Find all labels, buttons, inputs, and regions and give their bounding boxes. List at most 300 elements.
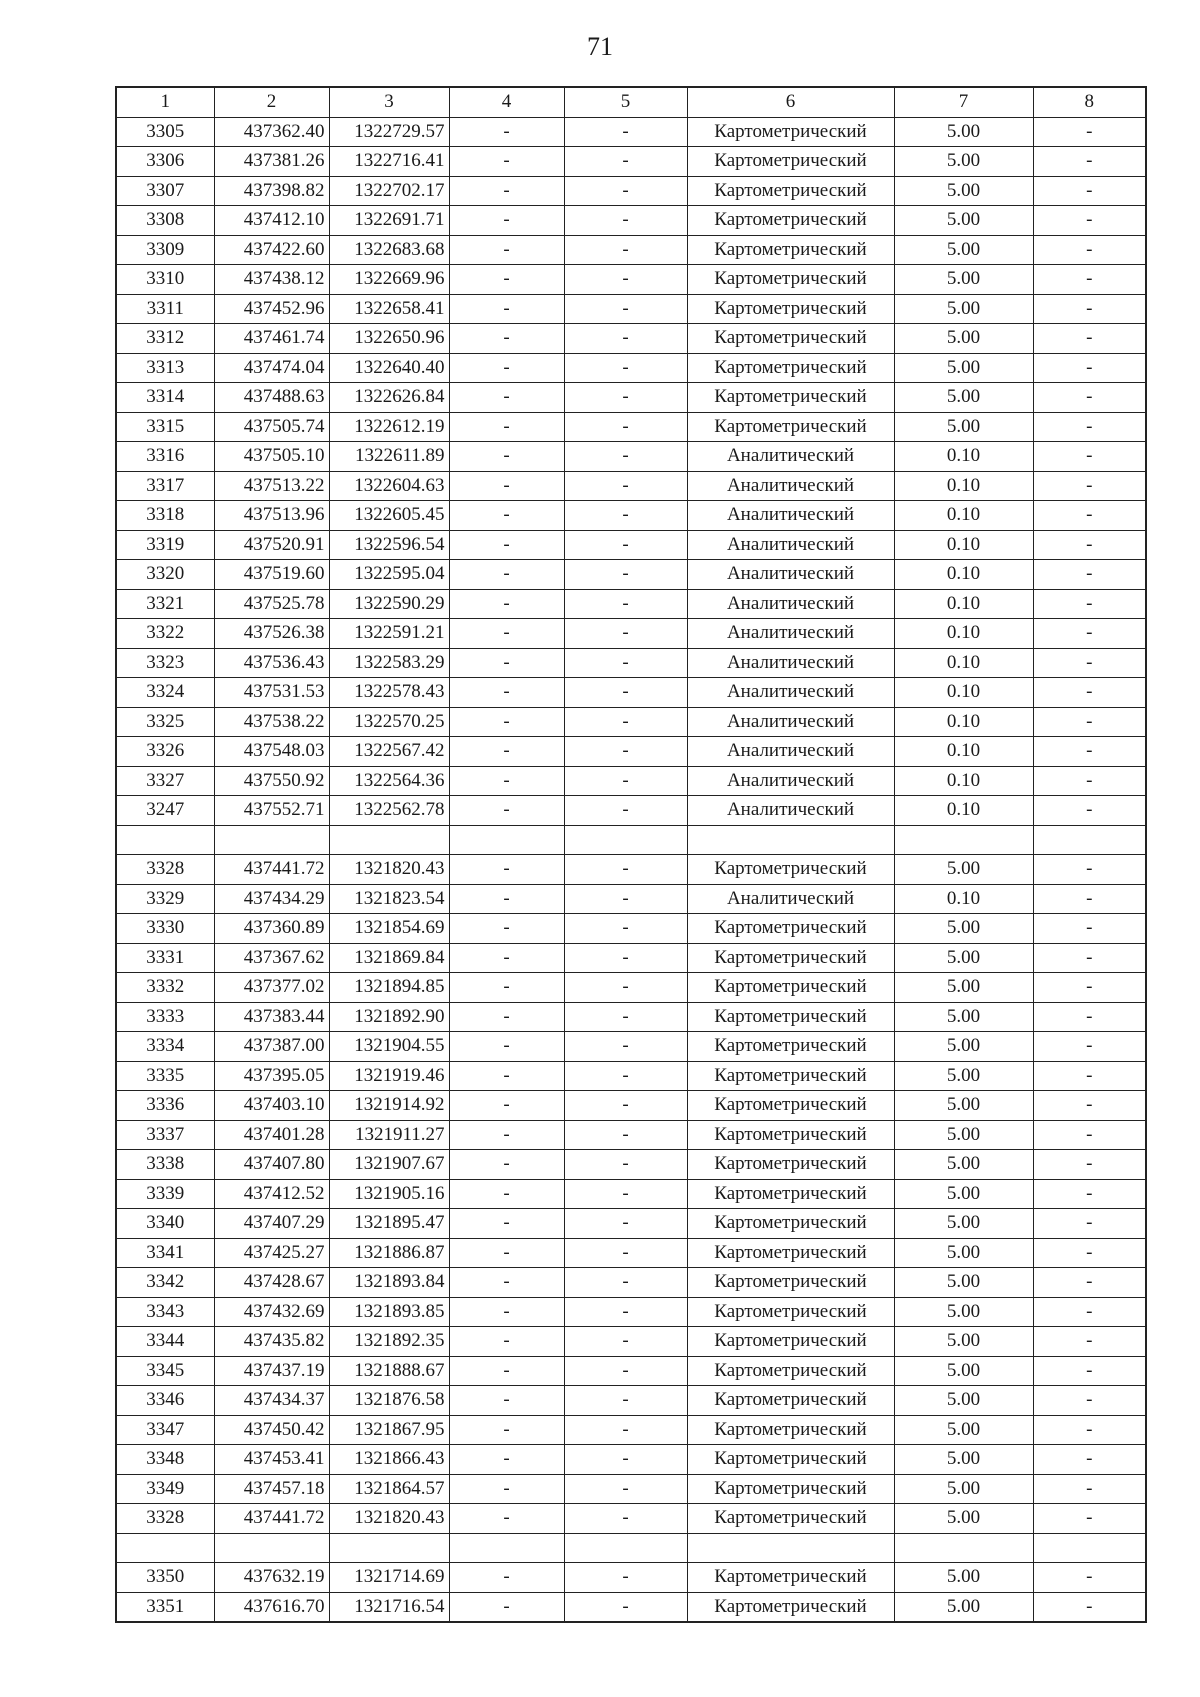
table-row bbox=[116, 589, 1146, 619]
cell-method: Картометрический bbox=[687, 1091, 894, 1121]
cell-method bbox=[687, 1533, 894, 1563]
cell-y-coordinate: 1322658.41 bbox=[329, 294, 449, 324]
cell-method: Аналитический bbox=[687, 442, 894, 472]
cell-column-8: - bbox=[1033, 265, 1146, 295]
cell-y-coordinate: 1322590.29 bbox=[329, 589, 449, 619]
cell-point-number: 3309 bbox=[116, 235, 214, 265]
table-row bbox=[116, 471, 1146, 501]
cell-y-coordinate: 1322611.89 bbox=[329, 442, 449, 472]
cell-column-8: - bbox=[1033, 1120, 1146, 1150]
page-number: 71 bbox=[587, 32, 613, 61]
cell-accuracy: 5.00 bbox=[894, 117, 1033, 147]
cell-column-8: - bbox=[1033, 442, 1146, 472]
cell-column-8: - bbox=[1033, 1238, 1146, 1268]
cell-point-number: 3328 bbox=[116, 855, 214, 885]
table-row bbox=[116, 796, 1146, 826]
cell-column-8: - bbox=[1033, 1356, 1146, 1386]
cell-column-4: - bbox=[449, 1415, 564, 1445]
cell-method: Аналитический bbox=[687, 707, 894, 737]
cell-method: Картометрический bbox=[687, 1415, 894, 1445]
cell-accuracy: 0.10 bbox=[894, 530, 1033, 560]
cell-column-8: - bbox=[1033, 501, 1146, 531]
table-row bbox=[116, 914, 1146, 944]
cell-column-8: - bbox=[1033, 1504, 1146, 1534]
cell-column-4 bbox=[449, 825, 564, 855]
cell-column-8: - bbox=[1033, 353, 1146, 383]
cell-column-8: - bbox=[1033, 1445, 1146, 1475]
cell-x-coordinate: 437550.92 bbox=[214, 766, 329, 796]
cell-method: Аналитический bbox=[687, 471, 894, 501]
cell-method: Аналитический bbox=[687, 530, 894, 560]
cell-y-coordinate: 1321820.43 bbox=[329, 855, 449, 885]
cell-y-coordinate: 1321907.67 bbox=[329, 1150, 449, 1180]
cell-x-coordinate: 437548.03 bbox=[214, 737, 329, 767]
cell-y-coordinate: 1322567.42 bbox=[329, 737, 449, 767]
cell-accuracy: 5.00 bbox=[894, 412, 1033, 442]
cell-y-coordinate: 1322562.78 bbox=[329, 796, 449, 826]
cell-method: Картометрический bbox=[687, 265, 894, 295]
cell-column-5: - bbox=[564, 707, 687, 737]
cell-column-8: - bbox=[1033, 1150, 1146, 1180]
cell-point-number: 3337 bbox=[116, 1120, 214, 1150]
cell-column-8: - bbox=[1033, 1209, 1146, 1239]
cell-accuracy: 0.10 bbox=[894, 619, 1033, 649]
cell-accuracy: 5.00 bbox=[894, 943, 1033, 973]
cell-x-coordinate: 437536.43 bbox=[214, 648, 329, 678]
cell-column-4: - bbox=[449, 707, 564, 737]
cell-accuracy: 0.10 bbox=[894, 501, 1033, 531]
cell-column-8: - bbox=[1033, 855, 1146, 885]
cell-method: Картометрический bbox=[687, 1504, 894, 1534]
cell-accuracy: 5.00 bbox=[894, 1091, 1033, 1121]
cell-column-5: - bbox=[564, 1415, 687, 1445]
cell-column-8: - bbox=[1033, 766, 1146, 796]
cell-y-coordinate: 1321714.69 bbox=[329, 1563, 449, 1593]
cell-y-coordinate bbox=[329, 1533, 449, 1563]
cell-y-coordinate: 1322702.17 bbox=[329, 176, 449, 206]
cell-point-number: 3305 bbox=[116, 117, 214, 147]
cell-column-5: - bbox=[564, 1061, 687, 1091]
cell-column-4: - bbox=[449, 855, 564, 885]
table-row bbox=[116, 1386, 1146, 1416]
cell-y-coordinate: 1322683.68 bbox=[329, 235, 449, 265]
cell-x-coordinate: 437360.89 bbox=[214, 914, 329, 944]
cell-column-4: - bbox=[449, 1445, 564, 1475]
table-row bbox=[116, 1238, 1146, 1268]
cell-column-5: - bbox=[564, 176, 687, 206]
table-row bbox=[116, 560, 1146, 590]
cell-y-coordinate: 1322691.71 bbox=[329, 206, 449, 236]
cell-point-number: 3338 bbox=[116, 1150, 214, 1180]
cell-column-4: - bbox=[449, 530, 564, 560]
cell-y-coordinate: 1321876.58 bbox=[329, 1386, 449, 1416]
cell-column-5: - bbox=[564, 973, 687, 1003]
cell-y-coordinate: 1321823.54 bbox=[329, 884, 449, 914]
cell-column-4: - bbox=[449, 147, 564, 177]
cell-point-number: 3334 bbox=[116, 1032, 214, 1062]
table-row bbox=[116, 383, 1146, 413]
separator-row bbox=[116, 825, 1146, 855]
cell-y-coordinate: 1321867.95 bbox=[329, 1415, 449, 1445]
cell-method: Картометрический bbox=[687, 1327, 894, 1357]
cell-x-coordinate: 437437.19 bbox=[214, 1356, 329, 1386]
cell-column-5: - bbox=[564, 1592, 687, 1622]
cell-column-4: - bbox=[449, 973, 564, 1003]
cell-point-number: 3322 bbox=[116, 619, 214, 649]
cell-column-5: - bbox=[564, 1238, 687, 1268]
cell-x-coordinate: 437412.10 bbox=[214, 206, 329, 236]
cell-column-4: - bbox=[449, 117, 564, 147]
cell-y-coordinate: 1321894.85 bbox=[329, 973, 449, 1003]
cell-accuracy: 5.00 bbox=[894, 1268, 1033, 1298]
cell-y-coordinate: 1321904.55 bbox=[329, 1032, 449, 1062]
cell-point-number: 3315 bbox=[116, 412, 214, 442]
cell-method: Картометрический bbox=[687, 383, 894, 413]
cell-method: Картометрический bbox=[687, 1032, 894, 1062]
table-row bbox=[116, 353, 1146, 383]
table-row bbox=[116, 265, 1146, 295]
cell-method: Картометрический bbox=[687, 1150, 894, 1180]
cell-y-coordinate bbox=[329, 825, 449, 855]
cell-point-number: 3333 bbox=[116, 1002, 214, 1032]
cell-method: Аналитический bbox=[687, 766, 894, 796]
cell-method: Картометрический bbox=[687, 1120, 894, 1150]
cell-y-coordinate: 1322729.57 bbox=[329, 117, 449, 147]
cell-column-8: - bbox=[1033, 914, 1146, 944]
cell-column-8: - bbox=[1033, 530, 1146, 560]
cell-accuracy: 5.00 bbox=[894, 914, 1033, 944]
cell-method: Картометрический bbox=[687, 206, 894, 236]
cell-x-coordinate: 437438.12 bbox=[214, 265, 329, 295]
cell-y-coordinate: 1322583.29 bbox=[329, 648, 449, 678]
cell-accuracy: 0.10 bbox=[894, 766, 1033, 796]
cell-y-coordinate: 1321892.35 bbox=[329, 1327, 449, 1357]
cell-column-8: - bbox=[1033, 1563, 1146, 1593]
cell-point-number: 3320 bbox=[116, 560, 214, 590]
cell-column-4: - bbox=[449, 1474, 564, 1504]
cell-method: Аналитический bbox=[687, 501, 894, 531]
cell-accuracy: 0.10 bbox=[894, 707, 1033, 737]
cell-column-8: - bbox=[1033, 648, 1146, 678]
cell-point-number: 3327 bbox=[116, 766, 214, 796]
cell-point-number: 3343 bbox=[116, 1297, 214, 1327]
cell-accuracy: 0.10 bbox=[894, 442, 1033, 472]
cell-method: Картометрический bbox=[687, 1002, 894, 1032]
cell-column-8: - bbox=[1033, 383, 1146, 413]
cell-column-5: - bbox=[564, 501, 687, 531]
cell-point-number: 3311 bbox=[116, 294, 214, 324]
cell-accuracy: 5.00 bbox=[894, 1504, 1033, 1534]
cell-column-8: - bbox=[1033, 1032, 1146, 1062]
cell-column-4: - bbox=[449, 471, 564, 501]
cell-point-number: 3313 bbox=[116, 353, 214, 383]
cell-point-number: 3332 bbox=[116, 973, 214, 1003]
cell-column-5: - bbox=[564, 1474, 687, 1504]
cell-column-5: - bbox=[564, 1445, 687, 1475]
cell-accuracy: 5.00 bbox=[894, 1061, 1033, 1091]
cell-point-number: 3325 bbox=[116, 707, 214, 737]
cell-column-8: - bbox=[1033, 707, 1146, 737]
table-row bbox=[116, 235, 1146, 265]
cell-point-number: 3350 bbox=[116, 1563, 214, 1593]
cell-column-5: - bbox=[564, 1002, 687, 1032]
cell-column-5: - bbox=[564, 117, 687, 147]
cell-column-8: - bbox=[1033, 589, 1146, 619]
cell-column-8: - bbox=[1033, 737, 1146, 767]
cell-point-number: 3307 bbox=[116, 176, 214, 206]
cell-column-5: - bbox=[564, 1209, 687, 1239]
cell-x-coordinate: 437407.29 bbox=[214, 1209, 329, 1239]
cell-column-8 bbox=[1033, 825, 1146, 855]
cell-y-coordinate: 1321905.16 bbox=[329, 1179, 449, 1209]
cell-method: Картометрический bbox=[687, 324, 894, 354]
cell-accuracy: 5.00 bbox=[894, 1327, 1033, 1357]
coordinates-table bbox=[115, 86, 1147, 1623]
cell-x-coordinate: 437383.44 bbox=[214, 1002, 329, 1032]
table-row bbox=[116, 1327, 1146, 1357]
cell-column-8 bbox=[1033, 1533, 1146, 1563]
table-row bbox=[116, 884, 1146, 914]
cell-column-4: - bbox=[449, 235, 564, 265]
cell-column-4: - bbox=[449, 943, 564, 973]
column-header-8: 8 bbox=[1033, 87, 1146, 117]
cell-column-4: - bbox=[449, 501, 564, 531]
cell-column-4: - bbox=[449, 1061, 564, 1091]
table-row bbox=[116, 973, 1146, 1003]
cell-y-coordinate: 1322570.25 bbox=[329, 707, 449, 737]
cell-column-5: - bbox=[564, 796, 687, 826]
cell-accuracy: 5.00 bbox=[894, 1179, 1033, 1209]
table-row bbox=[116, 1297, 1146, 1327]
cell-x-coordinate: 437401.28 bbox=[214, 1120, 329, 1150]
cell-column-5 bbox=[564, 1533, 687, 1563]
cell-column-5: - bbox=[564, 1563, 687, 1593]
cell-method bbox=[687, 825, 894, 855]
cell-method: Картометрический bbox=[687, 235, 894, 265]
cell-x-coordinate: 437519.60 bbox=[214, 560, 329, 590]
cell-column-8: - bbox=[1033, 1474, 1146, 1504]
cell-y-coordinate: 1321886.87 bbox=[329, 1238, 449, 1268]
table-row bbox=[116, 176, 1146, 206]
cell-x-coordinate: 437362.40 bbox=[214, 117, 329, 147]
cell-point-number: 3324 bbox=[116, 678, 214, 708]
table-row bbox=[116, 1504, 1146, 1534]
column-header-6: 6 bbox=[687, 87, 894, 117]
cell-y-coordinate: 1321895.47 bbox=[329, 1209, 449, 1239]
cell-column-5: - bbox=[564, 589, 687, 619]
cell-method: Аналитический bbox=[687, 619, 894, 649]
table-row bbox=[116, 1209, 1146, 1239]
cell-x-coordinate: 437434.29 bbox=[214, 884, 329, 914]
cell-y-coordinate: 1321820.43 bbox=[329, 1504, 449, 1534]
cell-y-coordinate: 1321866.43 bbox=[329, 1445, 449, 1475]
cell-point-number: 3340 bbox=[116, 1209, 214, 1239]
cell-accuracy: 0.10 bbox=[894, 471, 1033, 501]
cell-column-4: - bbox=[449, 265, 564, 295]
cell-y-coordinate: 1321911.27 bbox=[329, 1120, 449, 1150]
cell-point-number: 3247 bbox=[116, 796, 214, 826]
cell-point-number: 3316 bbox=[116, 442, 214, 472]
cell-point-number: 3347 bbox=[116, 1415, 214, 1445]
cell-point-number: 3346 bbox=[116, 1386, 214, 1416]
cell-accuracy: 5.00 bbox=[894, 1415, 1033, 1445]
cell-y-coordinate: 1322640.40 bbox=[329, 353, 449, 383]
cell-accuracy bbox=[894, 1533, 1033, 1563]
cell-column-4: - bbox=[449, 766, 564, 796]
table-row bbox=[116, 1120, 1146, 1150]
cell-method: Картометрический bbox=[687, 412, 894, 442]
cell-method: Картометрический bbox=[687, 1474, 894, 1504]
table-row bbox=[116, 1091, 1146, 1121]
cell-column-4: - bbox=[449, 678, 564, 708]
cell-x-coordinate: 437407.80 bbox=[214, 1150, 329, 1180]
cell-point-number: 3342 bbox=[116, 1268, 214, 1298]
cell-point-number: 3349 bbox=[116, 1474, 214, 1504]
cell-method: Картометрический bbox=[687, 1209, 894, 1239]
cell-column-8: - bbox=[1033, 1415, 1146, 1445]
table-row bbox=[116, 1592, 1146, 1622]
cell-point-number: 3329 bbox=[116, 884, 214, 914]
cell-column-4: - bbox=[449, 176, 564, 206]
cell-column-4: - bbox=[449, 1120, 564, 1150]
table-row bbox=[116, 678, 1146, 708]
cell-point-number: 3344 bbox=[116, 1327, 214, 1357]
cell-column-4 bbox=[449, 1533, 564, 1563]
cell-x-coordinate: 437435.82 bbox=[214, 1327, 329, 1357]
table-row bbox=[116, 206, 1146, 236]
cell-method: Аналитический bbox=[687, 589, 894, 619]
cell-column-4: - bbox=[449, 1209, 564, 1239]
cell-column-4: - bbox=[449, 1356, 564, 1386]
cell-method: Картометрический bbox=[687, 117, 894, 147]
cell-point-number: 3336 bbox=[116, 1091, 214, 1121]
cell-column-5: - bbox=[564, 1179, 687, 1209]
cell-column-8: - bbox=[1033, 147, 1146, 177]
table-row bbox=[116, 1445, 1146, 1475]
cell-column-5: - bbox=[564, 412, 687, 442]
cell-y-coordinate: 1322591.21 bbox=[329, 619, 449, 649]
cell-x-coordinate: 437525.78 bbox=[214, 589, 329, 619]
cell-method: Картометрический bbox=[687, 1445, 894, 1475]
cell-column-4: - bbox=[449, 796, 564, 826]
cell-x-coordinate: 437434.37 bbox=[214, 1386, 329, 1416]
table-row bbox=[116, 1179, 1146, 1209]
cell-point-number bbox=[116, 825, 214, 855]
table-row bbox=[116, 1415, 1146, 1445]
table-row bbox=[116, 943, 1146, 973]
cell-x-coordinate: 437452.96 bbox=[214, 294, 329, 324]
cell-point-number: 3323 bbox=[116, 648, 214, 678]
cell-y-coordinate: 1321893.85 bbox=[329, 1297, 449, 1327]
cell-column-5: - bbox=[564, 442, 687, 472]
table-row bbox=[116, 1002, 1146, 1032]
cell-y-coordinate: 1321716.54 bbox=[329, 1592, 449, 1622]
cell-y-coordinate: 1322612.19 bbox=[329, 412, 449, 442]
cell-column-4: - bbox=[449, 648, 564, 678]
cell-accuracy: 5.00 bbox=[894, 147, 1033, 177]
cell-column-5: - bbox=[564, 855, 687, 885]
cell-column-4: - bbox=[449, 1150, 564, 1180]
cell-y-coordinate: 1321854.69 bbox=[329, 914, 449, 944]
cell-column-5: - bbox=[564, 294, 687, 324]
cell-column-8: - bbox=[1033, 1297, 1146, 1327]
cell-x-coordinate: 437398.82 bbox=[214, 176, 329, 206]
cell-column-5: - bbox=[564, 324, 687, 354]
cell-column-4: - bbox=[449, 1327, 564, 1357]
table-row bbox=[116, 648, 1146, 678]
cell-x-coordinate: 437450.42 bbox=[214, 1415, 329, 1445]
cell-accuracy: 5.00 bbox=[894, 1474, 1033, 1504]
cell-y-coordinate: 1322595.04 bbox=[329, 560, 449, 590]
cell-column-5: - bbox=[564, 383, 687, 413]
cell-column-4: - bbox=[449, 884, 564, 914]
cell-accuracy: 5.00 bbox=[894, 1032, 1033, 1062]
cell-accuracy: 5.00 bbox=[894, 206, 1033, 236]
cell-column-4: - bbox=[449, 1592, 564, 1622]
cell-accuracy: 5.00 bbox=[894, 1356, 1033, 1386]
cell-column-4: - bbox=[449, 737, 564, 767]
table-row bbox=[116, 1032, 1146, 1062]
cell-column-4: - bbox=[449, 383, 564, 413]
cell-accuracy: 5.00 bbox=[894, 1297, 1033, 1327]
table-row bbox=[116, 855, 1146, 885]
cell-point-number bbox=[116, 1533, 214, 1563]
cell-column-8: - bbox=[1033, 1386, 1146, 1416]
cell-accuracy: 5.00 bbox=[894, 1209, 1033, 1239]
cell-y-coordinate: 1322650.96 bbox=[329, 324, 449, 354]
cell-method: Картометрический bbox=[687, 1268, 894, 1298]
cell-accuracy: 5.00 bbox=[894, 176, 1033, 206]
cell-method: Аналитический bbox=[687, 648, 894, 678]
cell-accuracy: 5.00 bbox=[894, 1592, 1033, 1622]
cell-column-5: - bbox=[564, 1297, 687, 1327]
cell-y-coordinate: 1322564.36 bbox=[329, 766, 449, 796]
cell-column-8: - bbox=[1033, 619, 1146, 649]
cell-column-8: - bbox=[1033, 1327, 1146, 1357]
cell-column-5: - bbox=[564, 1386, 687, 1416]
cell-x-coordinate: 437403.10 bbox=[214, 1091, 329, 1121]
cell-column-4: - bbox=[449, 1002, 564, 1032]
cell-accuracy bbox=[894, 825, 1033, 855]
cell-point-number: 3345 bbox=[116, 1356, 214, 1386]
cell-y-coordinate: 1322626.84 bbox=[329, 383, 449, 413]
cell-x-coordinate: 437513.22 bbox=[214, 471, 329, 501]
cell-method: Картометрический bbox=[687, 1179, 894, 1209]
cell-method: Картометрический bbox=[687, 294, 894, 324]
cell-y-coordinate: 1321893.84 bbox=[329, 1268, 449, 1298]
cell-accuracy: 5.00 bbox=[894, 324, 1033, 354]
cell-point-number: 3318 bbox=[116, 501, 214, 531]
cell-column-4: - bbox=[449, 412, 564, 442]
cell-method: Картометрический bbox=[687, 353, 894, 383]
cell-x-coordinate: 437526.38 bbox=[214, 619, 329, 649]
cell-x-coordinate: 437505.10 bbox=[214, 442, 329, 472]
cell-column-4: - bbox=[449, 1386, 564, 1416]
cell-point-number: 3335 bbox=[116, 1061, 214, 1091]
cell-y-coordinate: 1322604.63 bbox=[329, 471, 449, 501]
cell-column-5: - bbox=[564, 530, 687, 560]
cell-method: Картометрический bbox=[687, 1297, 894, 1327]
cell-method: Картометрический bbox=[687, 176, 894, 206]
cell-point-number: 3319 bbox=[116, 530, 214, 560]
cell-point-number: 3351 bbox=[116, 1592, 214, 1622]
cell-column-8: - bbox=[1033, 796, 1146, 826]
cell-accuracy: 5.00 bbox=[894, 1563, 1033, 1593]
cell-column-8: - bbox=[1033, 1002, 1146, 1032]
cell-y-coordinate: 1322578.43 bbox=[329, 678, 449, 708]
table-row bbox=[116, 766, 1146, 796]
cell-column-4: - bbox=[449, 353, 564, 383]
